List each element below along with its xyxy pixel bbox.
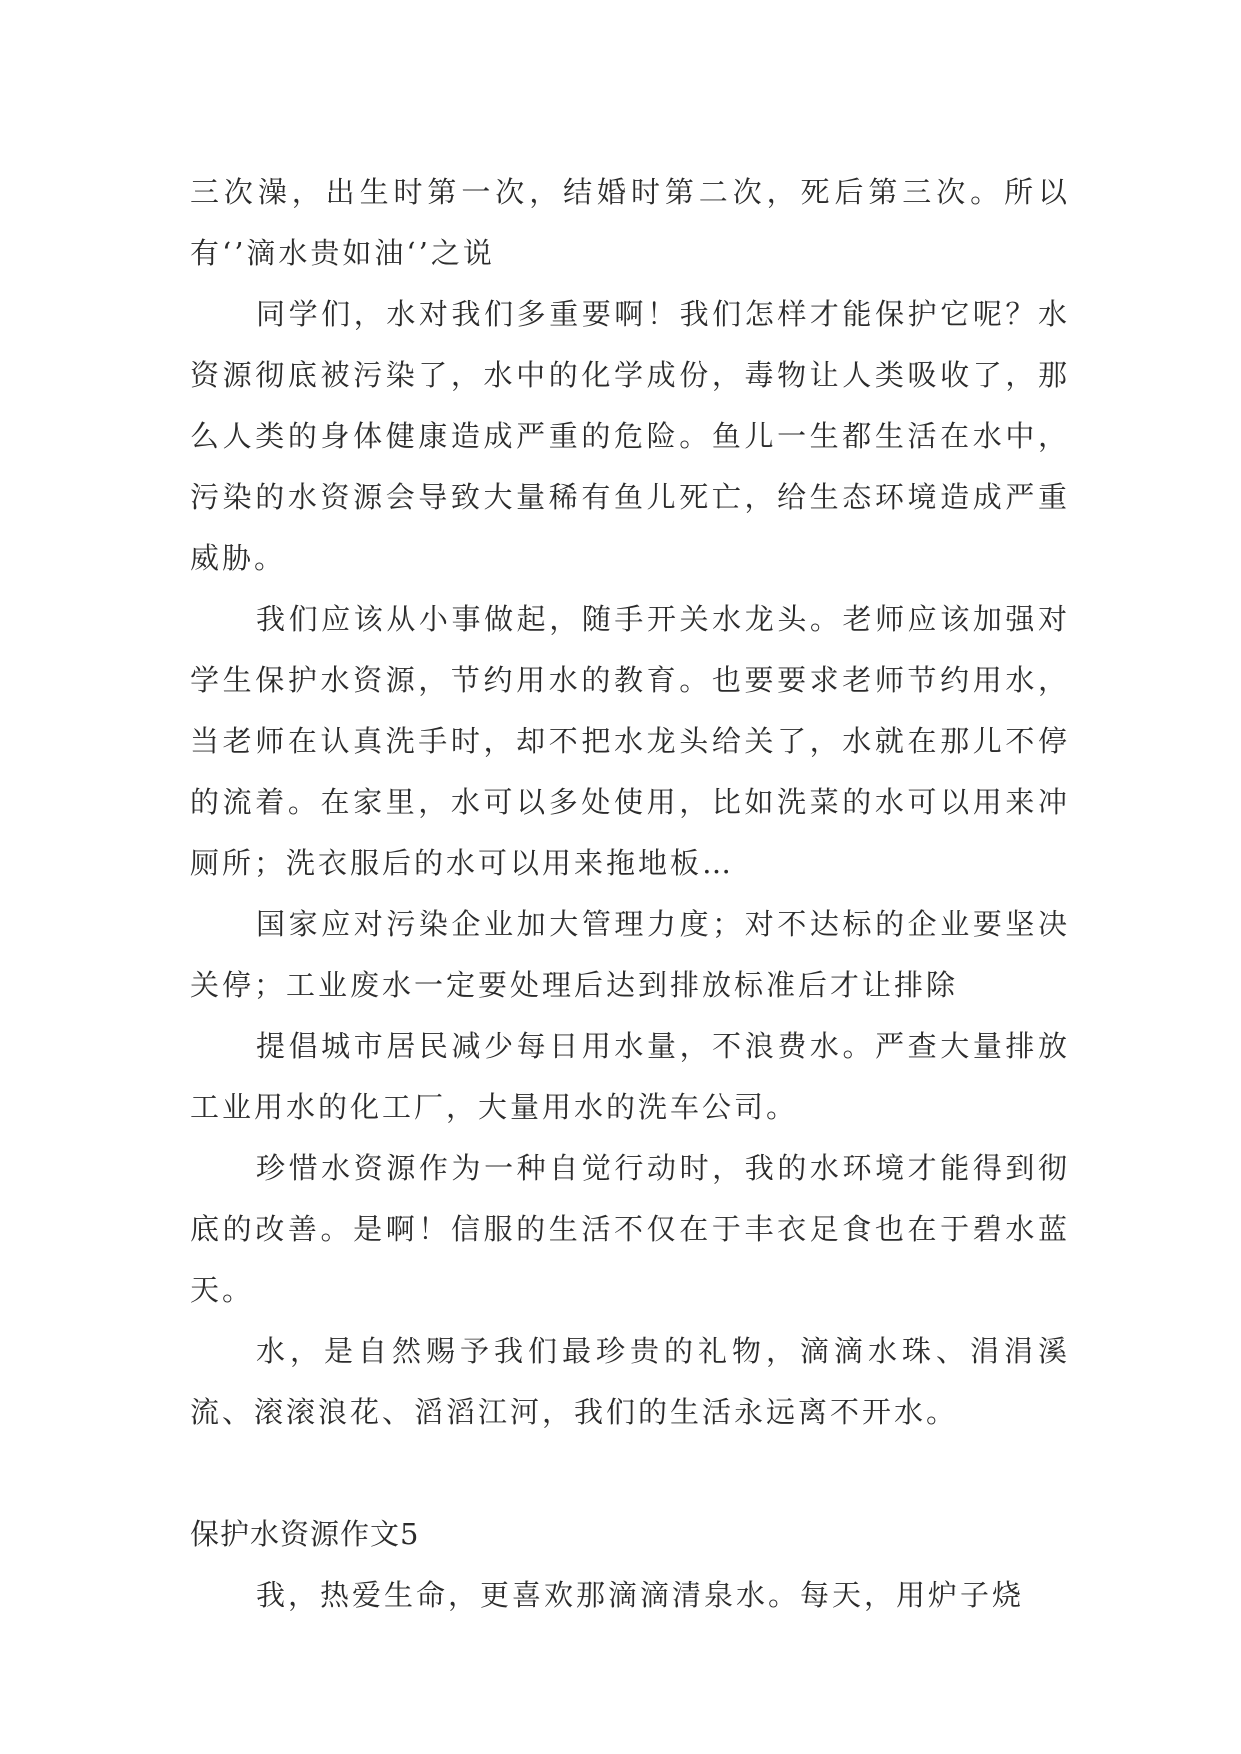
paragraph-6: 珍惜水资源作为一种自觉行动时，我的水环境才能得到彻底的改善。是啊！信服的生活不仅在于丰衣足食也在于碧水蓝天。: [190, 1151, 1070, 1307]
paragraph-4: 国家应对污染企业加大管理力度；对不达标的企业要坚决关停；工业废水一定要处理后达到排放标准后才让排除: [190, 907, 1070, 1002]
paragraph-5: 提倡城市居民减少每日用水量，不浪费水。严查大量排放工业用水的化工厂，大量用水的洗车公司。: [190, 1029, 1070, 1124]
paragraph-2: 同学们，水对我们多重要啊！我们怎样才能保护它呢？水资源彻底被污染了，水中的化学成份，毒物让人类吸收了，那么人类的身体健康造成严重的危险。鱼儿一生都生活在水中，污染的水资源会导致大量稀有鱼儿死亡，给生态环境造成严重威胁。: [190, 297, 1070, 575]
document-body: [190, 162, 1070, 1626]
paragraph-1: 三次澡，出生时第一次，结婚时第二次，死后第三次。所以有‘’滴水贵如油‘’之说: [190, 175, 1070, 270]
paragraph-3: 我们应该从小事做起，随手开关水龙头。老师应该加强对学生保护水资源，节约用水的教育。也要要求老师节约用水，当老师在认真洗手时，却不把水龙头给关了，水就在那儿不停的流着。在家里，水可以多处使用，比如洗菜的水可以用来冲厕所；洗衣服后的水可以用来拖地板…: [190, 602, 1070, 880]
paragraph-8: 我，热爱生命，更喜欢那滴滴清泉水。每天，用炉子烧: [256, 1578, 1025, 1612]
paragraph-7: 水，是自然赐予我们最珍贵的礼物，滴滴水珠、涓涓溪流、滚滚浪花、滔滔江河，我们的生活永远离不开水。: [190, 1334, 1070, 1429]
section-heading: 保护水资源作文5: [190, 1517, 420, 1551]
